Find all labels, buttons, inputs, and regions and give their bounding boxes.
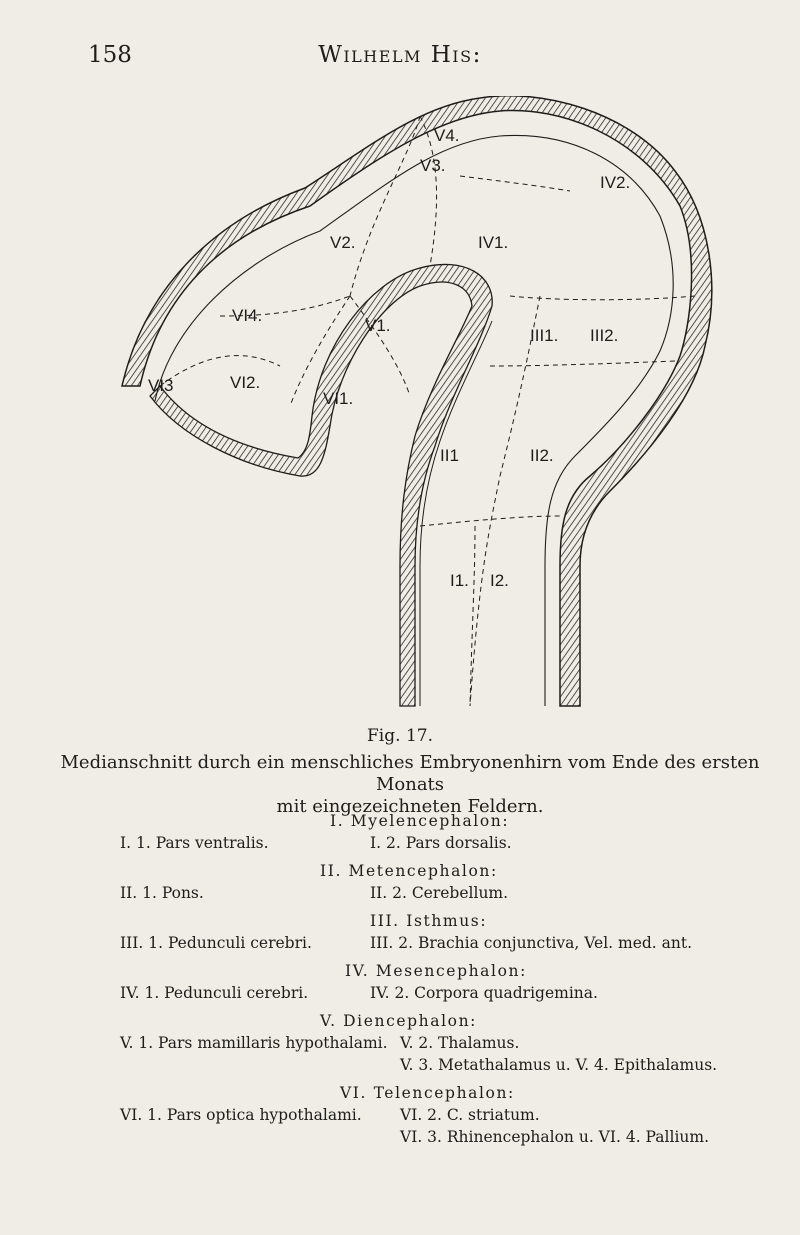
label-iii1: III1. [530,326,559,345]
running-title: Wilhelm His: [318,42,482,68]
legend-heading: V. Diencephalon: [320,1012,477,1030]
legend-item: VI. 3. Rhinencephalon u. VI. 4. Pallium. [400,1128,710,1146]
label-iii2: III2. [590,326,619,345]
legend-item: VI. 2. C. striatum. [400,1106,540,1124]
legend-item: V. 3. Metathalamus u. V. 4. Epithalamus. [400,1056,718,1074]
figure-caption [60,752,760,818]
legend-heading: I. Myelencephalon: [330,812,510,830]
legend-heading: IV. Mesencephalon: [345,962,527,980]
legend-item: II. 1. Pons. [120,884,204,902]
legend-item: V. 2. Thalamus. [400,1034,520,1052]
legend-item: III. 2. Brachia conjunctiva, Vel. med. ant. [370,934,693,952]
legend-heading: VI. Telencephalon: [340,1084,515,1102]
label-ii1: II1 [440,446,459,465]
label-v2: V2. [330,233,356,252]
legend-item: IV. 1. Pedunculi cerebri. [120,984,309,1002]
caption-line-2: mit eingezeichneten Feldern. [276,796,544,817]
figure-number: Fig. 17. [367,726,433,746]
legend-item: III. 1. Pedunculi cerebri. [120,934,312,952]
brain-section-drawing [120,96,740,716]
legend-item: I. 1. Pars ventralis. [120,834,269,852]
legend-item: IV. 2. Corpora quadrigemina. [370,984,598,1002]
label-vi3: VI3 [148,376,174,395]
caption-line-1: Medianschnitt durch ein menschliches Embryonenhirn vom Ende des ersten Monats [60,752,760,795]
label-v1: V1. [365,316,391,335]
page-header [0,42,800,72]
label-iv1: IV1. [478,233,509,252]
label-v3: V3. [420,156,446,175]
inner-wall [150,264,492,706]
legend-item: VI. 1. Pars optica hypothalami. [120,1106,362,1124]
label-iv2: IV2. [600,173,631,192]
legend-item: II. 2. Cerebellum. [370,884,509,902]
label-vi1: VI1. [323,389,354,408]
label-v4: V4. [434,126,460,145]
label-vi4: VI4. [232,306,263,325]
label-i1: I1. [450,571,469,590]
legend-heading: II. Metencephalon: [320,862,498,880]
legend-item: V. 1. Pars mamillaris hypothalami. [120,1034,388,1052]
embryonic-brain-figure [120,96,740,716]
label-vi2: VI2. [230,373,261,392]
legend-item: I. 2. Pars dorsalis. [370,834,512,852]
page-number: 158 [88,42,132,68]
label-ii2: II2. [530,446,554,465]
label-i2: I2. [490,571,509,590]
legend-heading: III. Isthmus: [370,912,488,930]
